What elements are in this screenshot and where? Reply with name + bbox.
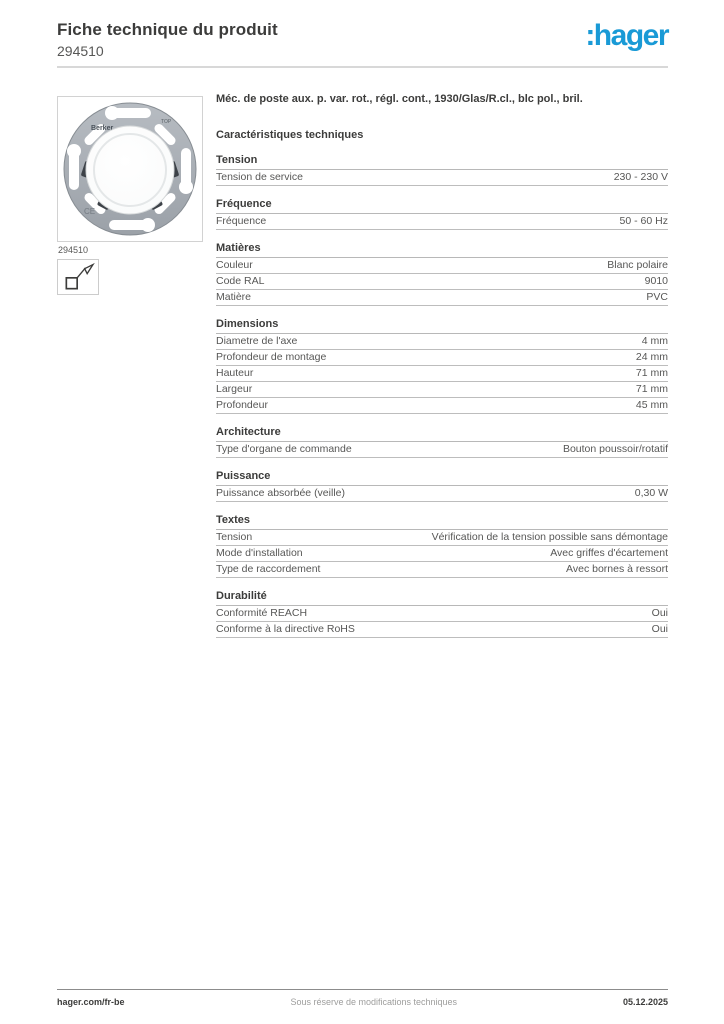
spec-section-title: Matières [216,242,668,258]
spec-value: Vérification de la tension possible sans démontage [431,531,668,543]
spec-section-title: Dimensions [216,318,668,334]
footer-website-link[interactable]: hager.com/fr-be [57,997,125,1007]
spec-label: Profondeur [216,399,268,411]
spec-rows [216,486,668,502]
plate-brand-label: Berker [91,125,114,132]
spec-label: Couleur [216,259,253,271]
spec-row [216,442,668,458]
spec-row [216,258,668,274]
spec-row [216,170,668,186]
spec-label: Conforme à la directive RoHS [216,623,355,635]
spec-rows [216,530,668,578]
spec-value: PVC [646,291,668,303]
spec-value: 71 mm [635,367,668,379]
spec-row [216,486,668,502]
spec-rows [216,442,668,458]
hager-logo: :hager [585,19,668,52]
spec-section [216,198,668,230]
spec-label: Hauteur [216,367,254,379]
spec-section [216,426,668,458]
spec-section [216,242,668,306]
spec-value: 24 mm [635,351,668,363]
spec-rows [216,606,668,638]
spec-rows [216,258,668,306]
spec-label: Type d'organe de commande [216,443,352,455]
spec-label: Mode d'installation [216,547,303,559]
dimmer-symbol-icon [61,262,95,292]
spec-row [216,334,668,350]
spec-value: 9010 [644,275,668,287]
spec-row [216,290,668,306]
product-description: Méc. de poste aux. p. var. rot., régl. cont., 1930/Glas/R.cl., blc pol., bril. [216,93,583,105]
spec-section-title: Puissance [216,470,668,486]
spec-label: Largeur [216,383,253,395]
spec-section [216,154,668,186]
spec-row [216,530,668,546]
footer [57,997,668,1007]
spec-value: Oui [651,623,668,635]
spec-label: Profondeur de montage [216,351,327,363]
spec-value: Avec griffes d'écartement [550,547,668,559]
spec-section-title: Textes [216,514,668,530]
spec-label: Matière [216,291,252,303]
spec-rows [216,170,668,186]
spec-value: Blanc polaire [607,259,668,271]
header-divider [57,66,668,68]
spec-row [216,562,668,578]
spec-section-title: Fréquence [216,198,668,214]
spec-label: Tension [216,531,253,543]
footer-disclaimer: Sous réserve de modifications techniques [290,997,458,1007]
spec-value: 4 mm [641,335,668,347]
rotary-knob [86,126,174,214]
spec-label: Code RAL [216,275,265,287]
spec-value: 0,30 W [634,487,668,499]
spec-rows [216,334,668,414]
header [57,20,668,59]
spec-section-title: Architecture [216,426,668,442]
spec-row [216,382,668,398]
spec-label: Type de raccordement [216,563,321,575]
product-image-caption: 294510 [58,245,89,255]
footer-date: 05.12.2025 [622,997,668,1007]
spec-label: Tension de service [216,171,303,183]
spec-value: 45 mm [635,399,668,411]
plate-top-label: TOP [161,119,172,125]
spec-section [216,318,668,414]
page-title: Fiche technique du produit [57,20,278,39]
spec-row [216,398,668,414]
spec-value: 230 - 230 V [613,171,668,183]
spec-row [216,274,668,290]
spec-value: Bouton poussoir/rotatif [562,443,668,455]
spec-row [216,546,668,562]
product-number: 294510 [57,43,104,59]
spec-row [216,606,668,622]
spec-value: 71 mm [635,383,668,395]
spec-value: 50 - 60 Hz [619,215,668,227]
spec-rows [216,214,668,230]
spec-section-title: Durabilité [216,590,668,606]
spec-label: Puissance absorbée (veille) [216,487,345,499]
spec-label: Diametre de l'axe [216,335,298,347]
spec-row [216,622,668,638]
spec-value: Avec bornes à ressort [566,563,668,575]
spec-section [216,590,668,638]
footer-divider [57,989,668,990]
characteristics-title: Caractéristiques techniques [216,129,364,141]
dimmer-symbol-box [57,259,99,295]
plate-ce-label: CE [84,207,96,216]
spec-row [216,214,668,230]
spec-row [216,350,668,366]
spec-section [216,470,668,502]
spec-sections [216,154,668,638]
spec-section [216,514,668,578]
spec-row [216,366,668,382]
rotary-dimmer-mechanism-image [58,97,202,241]
spec-label: Conformité REACH [216,607,308,619]
product-image [57,96,203,242]
main-content [216,93,668,638]
spec-value: Oui [651,607,668,619]
spec-section-title: Tension [216,154,668,170]
spec-label: Fréquence [216,215,267,227]
